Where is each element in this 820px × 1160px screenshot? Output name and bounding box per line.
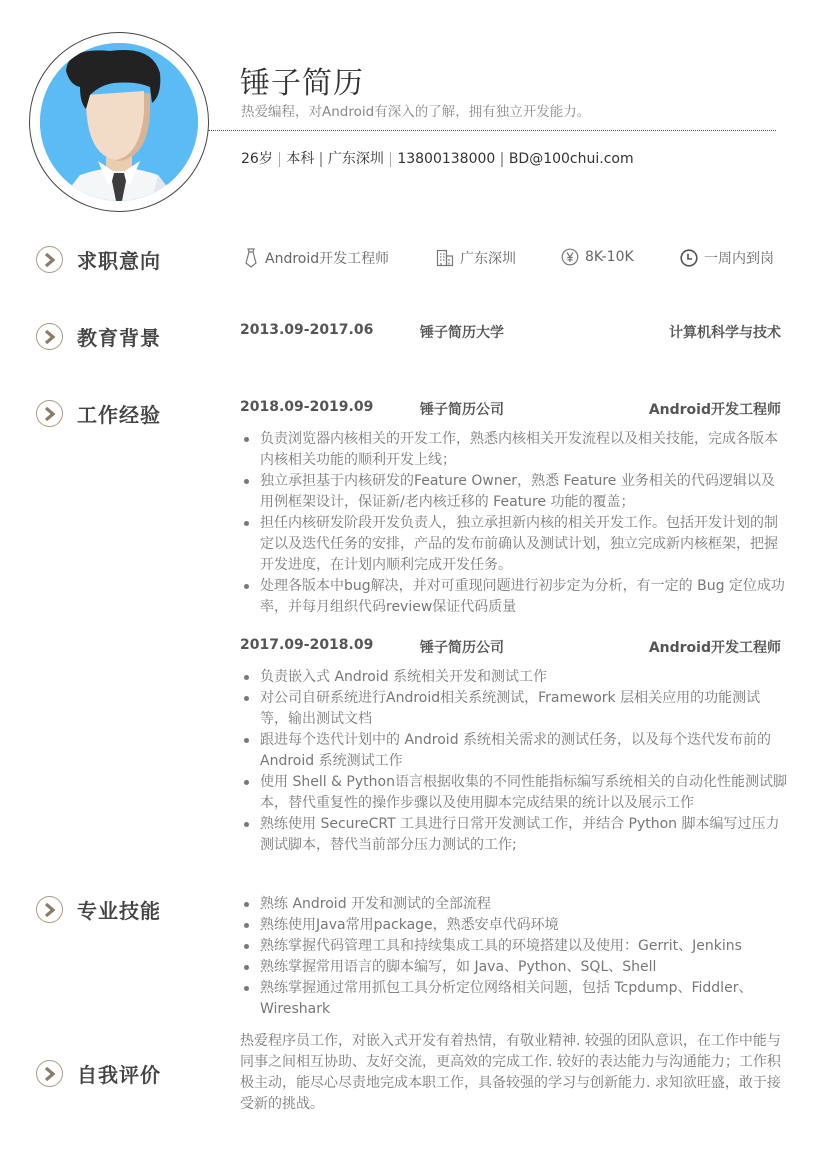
intent-position bbox=[243, 248, 389, 268]
chevron-right-icon bbox=[36, 246, 63, 273]
work-entry-1-header bbox=[240, 399, 781, 421]
chevron-right-icon bbox=[36, 1060, 63, 1087]
chevron-right-icon bbox=[36, 400, 63, 427]
intent-location-text: 广东深圳 bbox=[460, 251, 516, 267]
clock-icon bbox=[680, 249, 698, 267]
job-title: Android开发工程师 bbox=[648, 640, 781, 656]
list-item: 跟进每个迭代计划中的 Android 系统相关需求的测试任务，以及每个迭代发布前的Android 系统测试工作 bbox=[240, 730, 788, 772]
list-item: 使用 Shell & Python语言根据收集的不同性能指标编写系统相关的自动化性能测试脚本，替代重复性的操作步骤以及使用脚本完成结果的统计以及展示工作 bbox=[240, 772, 788, 814]
intent-salary-text: 8K-10K bbox=[585, 249, 634, 265]
degree: 本科 bbox=[286, 151, 315, 167]
school-name: 锤子简历大学 bbox=[420, 325, 504, 341]
phone: 13800138000 bbox=[397, 151, 496, 167]
list-item: 处理各版本中bug解决，并对可重现问题进行初步定为分析，有一定的 Bug 定位成功率，并每月组织代码review保证代码质量 bbox=[240, 576, 788, 618]
section-title-intent bbox=[36, 245, 161, 274]
email: BD@100chui.com bbox=[508, 151, 634, 167]
skills-list bbox=[240, 894, 788, 1020]
intent-salary bbox=[561, 248, 634, 266]
list-item: 独立承担基于内核研发的Feature Owner，熟悉 Feature 业务相关的代码逻辑以及用例框架设计，保证新/老内核迁移的 Feature 功能的覆盖； bbox=[240, 471, 788, 513]
section-label: 专业技能 bbox=[77, 899, 161, 923]
header-divider bbox=[208, 130, 776, 131]
intent-position-text: Android开发工程师 bbox=[265, 251, 390, 267]
location: 广东深圳 bbox=[327, 151, 384, 167]
list-item: 熟练使用 SecureCRT 工具进行日常开发测试工作，并结合 Python 脚本编写过压力测试脚本，替代当前部分压力测试的工作; bbox=[240, 814, 788, 856]
education-date: 2013.09-2017.06 bbox=[240, 322, 374, 338]
company-name: 锤子简历公司 bbox=[420, 402, 504, 418]
section-title-skills bbox=[36, 895, 161, 924]
age: 26岁 bbox=[241, 151, 273, 167]
company-name: 锤子简历公司 bbox=[420, 640, 504, 656]
tie-icon bbox=[243, 248, 259, 268]
avatar bbox=[40, 43, 198, 201]
job-title: Android开发工程师 bbox=[648, 402, 781, 418]
tagline: 热爱编程，对Android有深入的了解，拥有独立开发能力。 bbox=[241, 104, 591, 120]
work-entry-2-header bbox=[240, 637, 781, 659]
major: 计算机科学与技术 bbox=[669, 325, 781, 341]
intent-location bbox=[436, 248, 516, 268]
list-item: 熟练 Android 开发和测试的全部流程 bbox=[240, 894, 788, 915]
section-title-work bbox=[36, 399, 161, 428]
list-item: 对公司自研系统进行Android相关系统测试，Framework 层相关应用的功能测试等，输出测试文档 bbox=[240, 688, 788, 730]
work-date: 2018.09-2019.09 bbox=[240, 399, 374, 415]
building-icon bbox=[436, 249, 454, 267]
list-item: 负责浏览器内核相关的开发工作，熟悉内核相关开发流程以及相关技能，完成各版本内核相关功能的顺利开发上线； bbox=[240, 429, 788, 471]
education-entry bbox=[240, 322, 781, 344]
list-item: 熟练掌握代码管理工具和持续集成工具的环境搭建以及使用：Gerrit、Jenkins bbox=[240, 936, 788, 957]
chevron-right-icon bbox=[36, 896, 63, 923]
separator bbox=[279, 152, 281, 167]
yen-icon bbox=[561, 248, 579, 266]
candidate-name: 锤子简历 bbox=[240, 66, 364, 101]
list-item: 负责嵌入式 Android 系统相关开发和测试工作 bbox=[240, 667, 788, 688]
self-evaluation-text: 热爱程序员工作，对嵌入式开发有着热情，有敬业精神. 较强的团队意识，在工作中能与同事之间相互协助、友好交流，更高效的完成工作. 较好的表达能力与沟通能力；工作积极主动，能尽心尽责地完成本职工作，具备较强的学习与创新能力. 求知欲旺盛，敢于接受新的挑战。 bbox=[240, 1033, 781, 1112]
work-entry-2-duties bbox=[240, 667, 788, 856]
section-title-education bbox=[36, 322, 161, 351]
list-item: 熟练使用Java常用package，熟悉安卓代码环境 bbox=[240, 915, 788, 936]
section-title-self-evaluation bbox=[36, 1059, 161, 1088]
list-item: 担任内核研发阶段开发负责人，独立承担新内核的相关开发工作。包括开发计划的制定以及迭代任务的安排，产品的发布前确认及测试计划，独立完成新内核框架，把握开发进度，在计划内顺利完成开发任务。 bbox=[240, 513, 788, 576]
section-label: 教育背景 bbox=[77, 326, 161, 350]
intent-availability-text: 一周内到岗 bbox=[704, 251, 774, 267]
separator bbox=[390, 152, 392, 167]
section-label: 求职意向 bbox=[77, 249, 161, 273]
intent-availability bbox=[680, 248, 774, 268]
separator bbox=[320, 152, 322, 167]
person-avatar-icon bbox=[40, 43, 198, 201]
work-entry-1-duties bbox=[240, 429, 788, 618]
separator bbox=[501, 152, 503, 167]
section-label: 自我评价 bbox=[77, 1063, 161, 1087]
contact-info bbox=[241, 148, 634, 170]
work-date: 2017.09-2018.09 bbox=[240, 637, 374, 653]
list-item: 熟练掌握通过常用抓包工具分析定位网络相关问题，包括 Tcpdump、Fiddler、Wireshark bbox=[240, 978, 788, 1020]
list-item: 熟练掌握常用语言的脚本编写，如 Java、Python、SQL、Shell bbox=[240, 957, 788, 978]
chevron-right-icon bbox=[36, 323, 63, 350]
section-label: 工作经验 bbox=[77, 403, 161, 427]
